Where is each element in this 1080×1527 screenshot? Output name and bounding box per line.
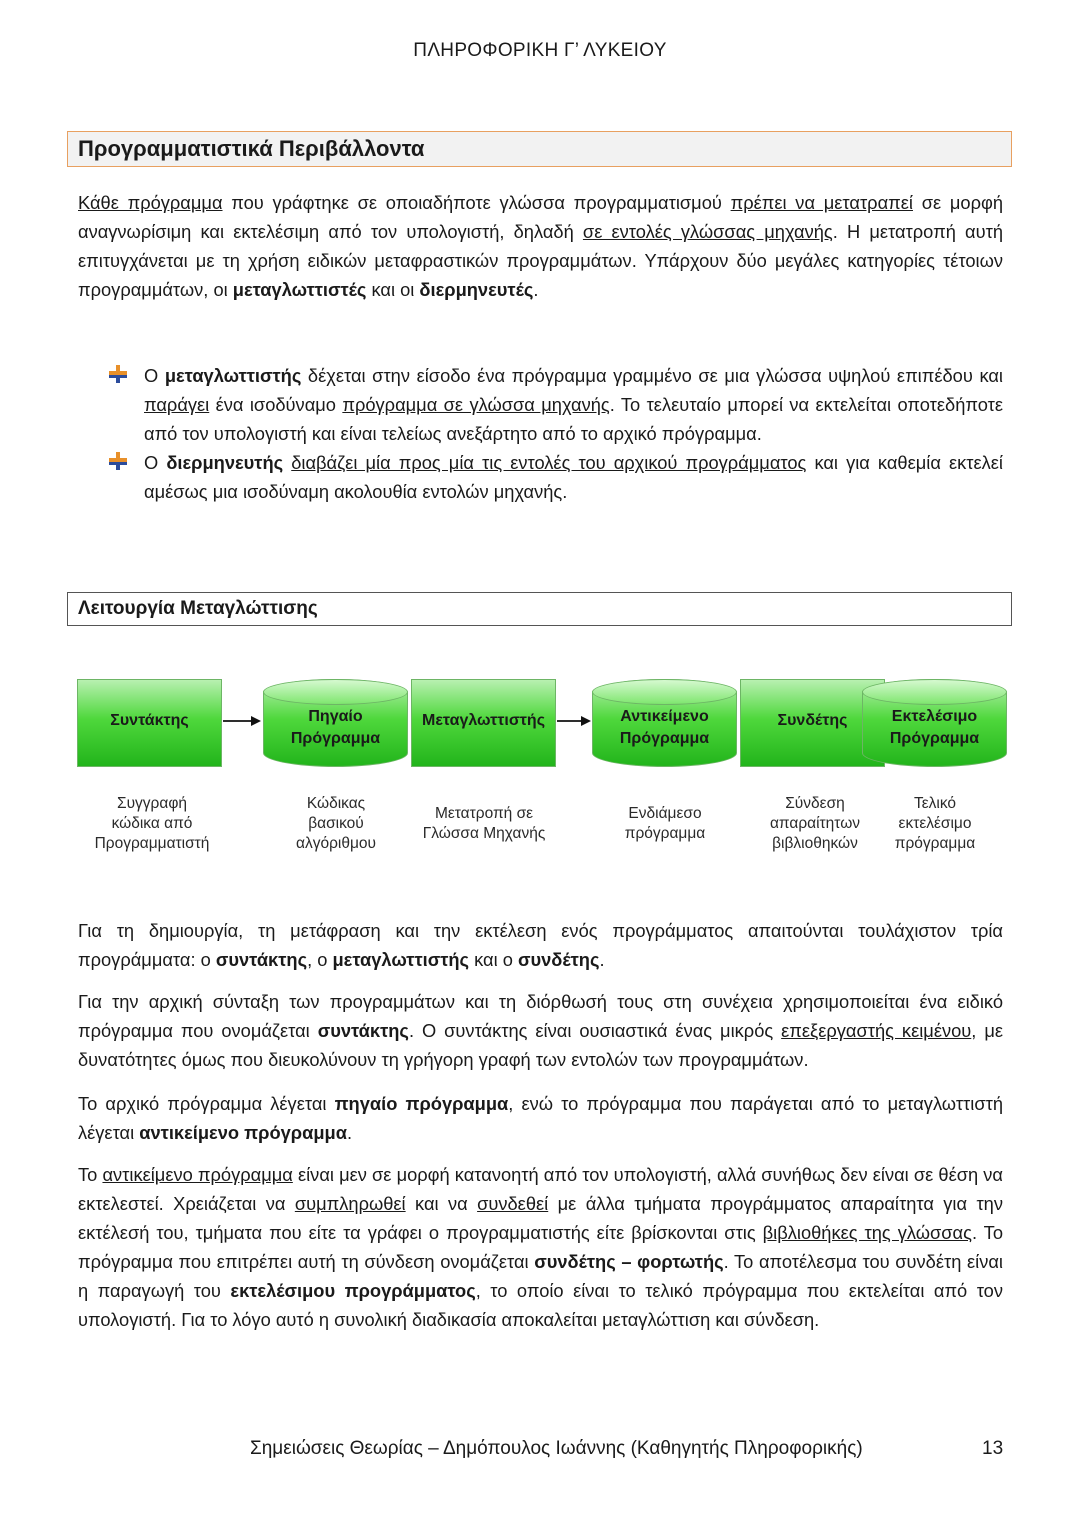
text-span: επεξεργαστής κειμένου [781, 1020, 972, 1041]
caption-line: Σύνδεση [785, 795, 845, 812]
text-span: διαβάζει μία προς μία τις εντολές του αρχικού προγράμματος [291, 452, 807, 473]
text-span: . Η μετατροπή αυτή επιτυγχάνεται με τη χρήση ειδικών μεταφραστικών προγραμμάτων. Υπάρχουν δύο μεγάλες κατηγορίες τέτοιων προγραμμάτων, οι [78, 221, 1003, 300]
section-title-text: Προγραμματιστικά Περιβάλλοντα [78, 136, 425, 161]
step-label [620, 706, 709, 750]
step-caption [860, 794, 1010, 854]
caption-line: απαραίτητων [769, 815, 861, 832]
caption-line: εκτελέσιμο [898, 815, 972, 832]
caption-line: Γλώσσα Μηχανής [422, 825, 546, 842]
text-span: πρέπει να μετατραπεί [730, 192, 913, 213]
text-span: , ο [307, 949, 333, 970]
text-span: είναι μεν σε μορφή κατανοητή από τον υπολογιστή, αλλά συνήθως δεν είναι σε θέση να εκτελεστεί. Χρειάζεται να [78, 1164, 1004, 1214]
step-label [890, 706, 979, 750]
text-span: συνδεθεί [477, 1193, 549, 1214]
step-label-line: Πηγαίο [308, 708, 363, 725]
step-source-program [263, 679, 408, 767]
text-span: . [599, 949, 605, 970]
bullet-item-compiler [108, 361, 1003, 448]
caption-line: Συγγραφή [116, 795, 187, 812]
text-span: αντικείμενο πρόγραμμα [139, 1122, 347, 1143]
text-span: . Το αποτέλεσμα του συνδέτη είναι η παραγωγή του [78, 1251, 1003, 1301]
step-label-line: Πρόγραμμα [889, 730, 980, 747]
text-span: συνδέτης [517, 949, 600, 970]
text-span: διερμηνευτής [166, 452, 284, 473]
caption-line: Προγραμματιστή [94, 835, 210, 852]
text-span: και να [405, 1193, 478, 1214]
text-span: συνδέτης – φορτωτής [534, 1251, 724, 1272]
text-span: ένα ισοδύναμο [209, 394, 343, 415]
section-title-compilation [67, 592, 1012, 626]
caption-line: Κώδικας [306, 795, 366, 812]
text-span: δέχεται στην είσοδο ένα πρόγραμμα γραμμένο σε μια γλώσσα υψηλού επιπέδου και [301, 365, 1003, 386]
caption-line: Τελικό [913, 795, 957, 812]
text-span: Για την αρχική σύνταξη των προγραμμάτων και τη διόρθωσή τους στη συνέχεια χρησιμοποιείται ένα ειδικό πρόγραμμα που ονομάζεται [78, 991, 1003, 1041]
text-span: . Το πρόγραμμα που επιτρέπει αυτή τη σύνδεση ονομάζεται [78, 1222, 1004, 1272]
caption-line: Ενδιάμεσο [628, 805, 702, 822]
paragraph-three-programs [78, 916, 1003, 974]
footer-text: Σημειώσεις Θεωρίας – Δημόπουλος Ιωάννης (Καθηγητής Πληροφορικής) [250, 1438, 863, 1459]
intro-paragraph [78, 188, 1003, 304]
caption-line: βασικού [308, 815, 364, 832]
step-caption [590, 804, 740, 844]
step-editor [77, 679, 222, 767]
text-span: με άλλα τμήματα προγράμματος απαραίτητα για την εκτέλεσή του, τμήματα που είτε τα γράφει ο προγραμματιστής είτε βρίσκονται στις [78, 1193, 1003, 1243]
arrow-right-icon [557, 716, 591, 726]
text-span: Ο [144, 452, 167, 473]
step-caption [77, 794, 227, 854]
bullet-plus-icon [108, 451, 128, 471]
text-span: Το [78, 1164, 103, 1185]
text-span: Κάθε πρόγραμμα [78, 192, 223, 213]
paragraph-source-object [78, 1089, 1003, 1147]
step-label-line: Πρόγραμμα [290, 730, 381, 747]
text-span: εκτελέσιμου προγράμματος [230, 1280, 476, 1301]
text-span: . [346, 1122, 353, 1143]
text-span: σε μορφή αναγνωρίσιμη και εκτελέσιμη από τον υπολογιστή, δηλαδή [78, 192, 1003, 242]
step-label-line: Εκτελέσιμο [891, 708, 978, 725]
text-span: αντικείμενο πρόγραμμα [102, 1164, 293, 1185]
text-span: , με δυνατότητες όμως που διευκολύνουν τη γρήγορη γραφή των εντολών των προγραμμάτων. [78, 1020, 1004, 1070]
text-span: και ο [469, 949, 518, 970]
text-span: μεταγλωττιστές [232, 279, 367, 300]
step-object-program [592, 679, 737, 767]
text-span: . Ο συντάκτης είναι ουσιαστικά ένας μικρός [408, 1020, 782, 1041]
section-title-programming-environments [67, 131, 1012, 167]
caption-line: κώδικα από [111, 815, 193, 832]
caption-line: αλγόριθμου [296, 835, 376, 852]
text-span: . [533, 279, 539, 300]
text-span: συμπληρωθεί [294, 1193, 406, 1214]
step-label-line: Πρόγραμμα [619, 730, 710, 747]
text-span: βιβλιοθήκες της γλώσσας [762, 1222, 972, 1243]
text-span: . Το τελευταίο μπορεί να εκτελείται οποτεδήποτε από τον υπολογιστή και είναι τελείως ανεξάρτητο από το αρχικό πρόγραμμα. [144, 394, 1004, 444]
text-span: , ενώ το πρόγραμμα που παράγεται από το μεταγλωττιστή λέγεται [78, 1093, 1003, 1143]
step-caption [409, 804, 559, 844]
text-span: και οι [366, 279, 420, 300]
step-label [291, 706, 380, 750]
text-span: διερμηνευτές [419, 279, 534, 300]
text-span: Ο [144, 365, 165, 386]
arrow-right-icon [223, 716, 261, 726]
step-label: Συνδέτης [777, 712, 848, 729]
compilation-flow-diagram [77, 676, 1007, 866]
text-span: Για τη δημιουργία, τη μετάφραση και την εκτέλεση ενός προγράμματος απαιτούνται τουλάχιστον τρία προγράμματα: ο [78, 920, 1003, 970]
step-caption [261, 794, 411, 854]
caption-line: πρόγραμμα [894, 835, 976, 852]
text-span: μεταγλωττιστής [164, 365, 302, 386]
text-span: πρόγραμμα σε γλώσσα μηχανής [342, 394, 610, 415]
text-span: πηγαίο πρόγραμμα [334, 1093, 509, 1114]
text-span: συντάκτης [215, 949, 308, 970]
page-header: ΠΛΗΡΟΦΟΡΙΚΗ Γ’ ΛΥΚΕΙΟΥ [413, 40, 667, 61]
bullet-plus-icon [108, 364, 128, 384]
text-span: μεταγλωττιστής [332, 949, 470, 970]
text-span: συντάκτης [317, 1020, 409, 1041]
bullet-item-interpreter [108, 448, 1003, 506]
paragraph-editor [78, 987, 1003, 1074]
caption-line: πρόγραμμα [624, 825, 706, 842]
section-title-text: Λειτουργία Μεταγλώττισης [78, 598, 318, 619]
step-label-line: Αντικείμενο [620, 708, 709, 725]
step-label: Μεταγλωττιστής [421, 712, 546, 729]
text-span: Το αρχικό πρόγραμμα λέγεται [78, 1093, 335, 1114]
caption-line: βιβλιοθηκών [772, 835, 858, 852]
paragraph-linker [78, 1160, 1003, 1334]
text-span: σε εντολές γλώσσας μηχανής [582, 221, 833, 242]
step-compiler [411, 679, 556, 767]
caption-line: Μετατροπή σε [434, 805, 534, 822]
text-span: που γράφτηκε σε οποιαδήποτε γλώσσα προγραμματισμού [222, 192, 731, 213]
text-span: και για καθεμία εκτελεί αμέσως μια ισοδύναμη ακολουθία εντολών μηχανής. [144, 452, 1003, 502]
bullet-list [108, 361, 1003, 506]
page-number: 13 [982, 1438, 1004, 1459]
text-span: παράγει [144, 394, 210, 415]
step-label: Συντάκτης [110, 712, 189, 729]
step-executable-program [862, 679, 1007, 767]
text-span: , το οποίο είναι το τελικό πρόγραμμα που εκτελείται από τον υπολογιστή. Για το λόγο αυτό η συνολική διαδικασία αποκαλείται μεταγλώττιση και σύνδεση. [78, 1280, 1003, 1330]
